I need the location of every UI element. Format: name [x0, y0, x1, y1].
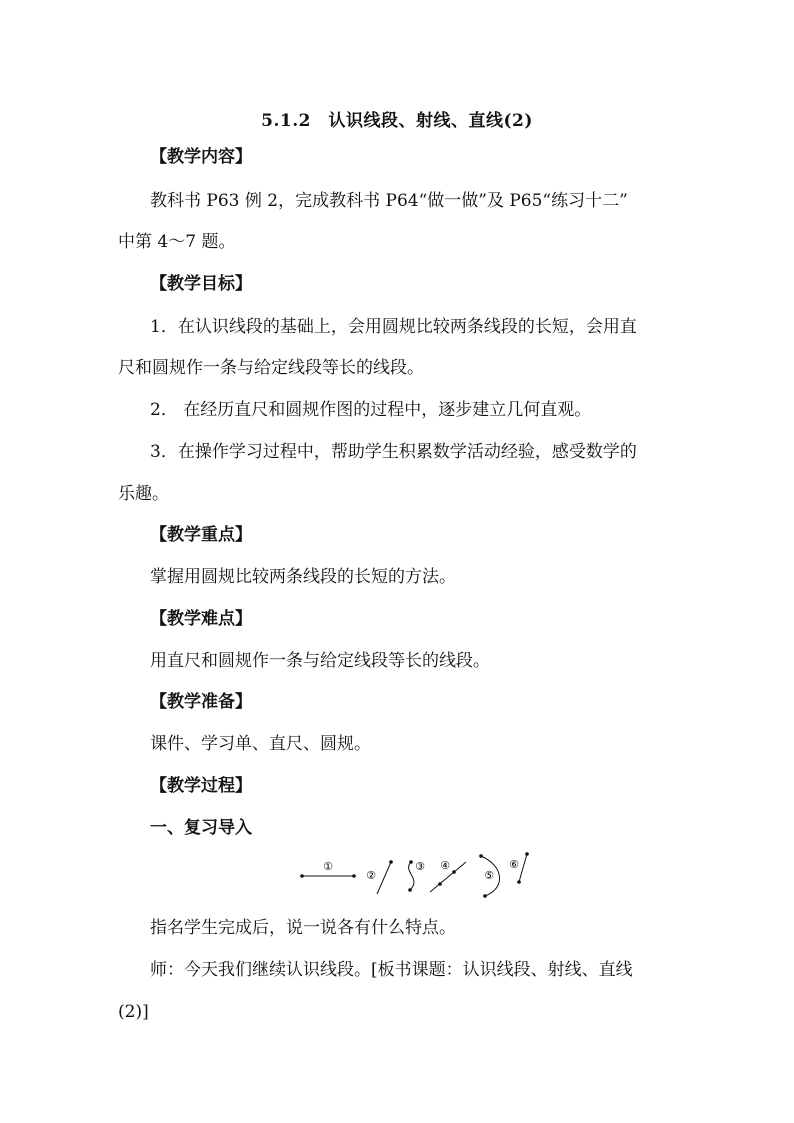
- line-types-figure: [298, 848, 530, 900]
- figure-label-2: ②: [366, 869, 376, 882]
- figure-label-5: ⑤: [484, 869, 494, 882]
- figure-3-endpoint-a: [409, 860, 413, 864]
- figure-6-endpoint-b: [525, 852, 529, 856]
- figure-4-point-a: [438, 882, 442, 886]
- difficulty-text: 用直尺和圆规作一条与给定线段等长的线段。: [150, 651, 490, 671]
- figure-label-1: ①: [323, 860, 333, 873]
- prep-text: 课件、学习单、直尺、圆规。: [150, 734, 371, 754]
- figure-2-endpoint: [389, 860, 393, 864]
- content-text-line1: 教科书 P63 例 2，完成教科书 P64“做一做”及 P65“练习十二”: [150, 191, 628, 211]
- goal-3-line1: 3．在操作学习过程中，帮助学生积累数学活动经验，感受数学的: [150, 442, 637, 462]
- goal-2: 2． 在经历直尺和圆规作图的过程中，逐步建立几何直观。: [150, 400, 592, 420]
- goal-1-line1: 1．在认识线段的基础上，会用圆规比较两条线段的长短，会用直: [150, 317, 637, 337]
- figure-5-endpoint-b: [483, 894, 487, 898]
- difficulty-heading: 【教学难点】: [150, 609, 252, 629]
- key-text: 掌握用圆规比较两条线段的长短的方法。: [150, 567, 456, 587]
- key-heading: 【教学重点】: [150, 525, 252, 545]
- figure-label-6: ⑥: [509, 858, 519, 871]
- figure-6-segment: [519, 854, 527, 882]
- goal-1-line2: 尺和圆规作一条与给定线段等长的线段。: [118, 358, 424, 378]
- figure-2-line: [377, 862, 391, 894]
- figure-5-endpoint-a: [479, 854, 483, 858]
- figure-3-curve: [409, 862, 414, 890]
- figure-label-4: ④: [440, 859, 450, 872]
- goals-heading: 【教学目标】: [150, 274, 252, 294]
- lesson-title: 5.1.2 认识线段、射线、直线(2): [261, 111, 533, 131]
- figure-3-endpoint-b: [408, 888, 412, 892]
- figure-1-endpoint-a: [300, 874, 304, 878]
- after-figure-text: 指名学生完成后，说一说各有什么特点。: [150, 918, 456, 938]
- content-text-line2: 中第 4～7 题。: [118, 232, 236, 252]
- prep-heading: 【教学准备】: [150, 692, 252, 712]
- step-1-heading: 一、复习导入: [150, 818, 252, 838]
- figure-label-3: ③: [415, 860, 425, 873]
- goal-3-line2: 乐趣。: [118, 484, 169, 504]
- teacher-line1: 师：今天我们继续认识线段。[板书课题：认识线段、射线、直线: [150, 960, 633, 980]
- figure-4-point-b: [452, 870, 456, 874]
- figure-1-endpoint-b: [352, 874, 356, 878]
- figure-6-endpoint-a: [517, 880, 521, 884]
- content-heading: 【教学内容】: [150, 147, 252, 167]
- teacher-line2: (2)]: [118, 1002, 149, 1022]
- process-heading: 【教学过程】: [150, 776, 252, 796]
